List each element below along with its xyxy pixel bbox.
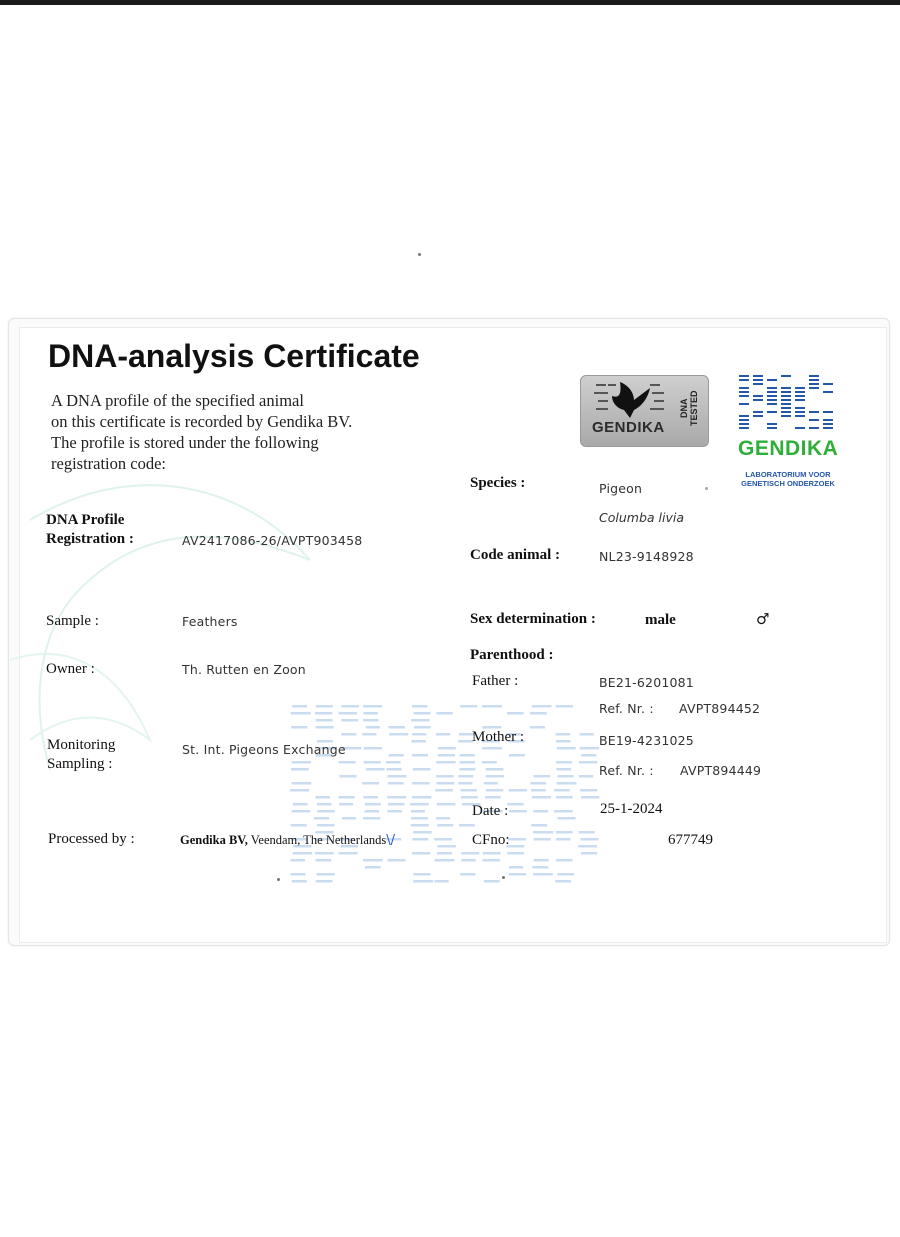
watermark-bar bbox=[460, 873, 475, 876]
watermark-bar bbox=[388, 810, 403, 813]
watermark-bar bbox=[364, 761, 381, 764]
watermark-bar bbox=[365, 866, 381, 869]
watermark-bar bbox=[507, 803, 523, 806]
watermark-bar bbox=[581, 796, 599, 799]
watermark-bar bbox=[413, 873, 430, 876]
logo-bar bbox=[781, 403, 791, 405]
watermark-bar bbox=[411, 817, 428, 820]
watermark-bar bbox=[339, 803, 353, 806]
watermark-bar bbox=[459, 824, 475, 827]
watermark-bar bbox=[558, 817, 576, 820]
watermark-bar bbox=[580, 789, 597, 792]
intro-paragraph bbox=[51, 390, 411, 474]
logo-bar bbox=[739, 375, 749, 377]
processed-value bbox=[180, 833, 395, 848]
watermark-bar bbox=[556, 761, 572, 764]
watermark-bar bbox=[292, 705, 307, 708]
watermark-bar bbox=[556, 796, 573, 799]
watermark-bar bbox=[482, 705, 502, 708]
watermark-bar bbox=[386, 768, 401, 771]
watermark-bar bbox=[339, 775, 356, 778]
watermark-bar bbox=[556, 740, 571, 743]
logo-bar bbox=[739, 423, 749, 425]
watermark-bar bbox=[412, 796, 431, 799]
watermark-bar bbox=[436, 817, 450, 820]
watermark-bar bbox=[339, 796, 355, 799]
logo-bar bbox=[767, 379, 777, 381]
watermark-bar bbox=[509, 873, 526, 876]
logo-bar bbox=[809, 387, 819, 389]
watermark-bar bbox=[339, 712, 358, 715]
watermark-bar bbox=[437, 824, 453, 827]
dna-profile-label-line: Registration : bbox=[46, 531, 134, 547]
watermark-bar bbox=[434, 838, 452, 841]
watermark-bar bbox=[507, 852, 524, 855]
logo-bar bbox=[753, 379, 763, 381]
watermark-bar bbox=[314, 817, 329, 820]
watermark-bar bbox=[438, 747, 456, 750]
watermark-bar bbox=[509, 810, 527, 813]
mother-label: Mother : bbox=[472, 729, 525, 745]
watermark-bar bbox=[581, 852, 597, 855]
watermark-bar bbox=[434, 880, 448, 883]
watermark-bar bbox=[485, 796, 501, 799]
scan-speck bbox=[418, 253, 421, 256]
watermark-bar bbox=[460, 754, 475, 757]
logo-bar bbox=[781, 375, 791, 377]
logo-bar bbox=[795, 387, 805, 389]
father-label: Father : bbox=[472, 673, 519, 689]
logo-bar bbox=[767, 395, 777, 397]
watermark-bar bbox=[436, 761, 455, 764]
gendika-logo-subtitle bbox=[738, 470, 838, 488]
date-label: Date : bbox=[472, 803, 509, 819]
logo-bar bbox=[809, 419, 819, 421]
watermark-bar bbox=[461, 859, 475, 862]
watermark-bar bbox=[436, 733, 450, 736]
logo-bar bbox=[809, 383, 819, 385]
scan-speck bbox=[705, 487, 708, 490]
owner-value: Th. Rutten en Zoon bbox=[182, 662, 306, 677]
sample-label: Sample : bbox=[46, 613, 99, 629]
father-ref-label: Ref. Nr. : bbox=[599, 701, 654, 716]
logo-bar bbox=[795, 407, 805, 409]
watermark-bar bbox=[292, 880, 307, 883]
watermark-bar bbox=[388, 782, 404, 785]
dna-profile-label-line: DNA Profile bbox=[46, 512, 125, 528]
watermark-bar bbox=[482, 859, 499, 862]
intro-line: The profile is stored under the following bbox=[51, 433, 319, 452]
watermark-bar bbox=[365, 810, 380, 813]
watermark-bar bbox=[386, 761, 400, 764]
watermark-bar bbox=[412, 705, 427, 708]
watermark-bar bbox=[413, 880, 433, 883]
watermark-bar bbox=[507, 712, 524, 715]
watermark-bar bbox=[484, 880, 500, 883]
watermark-bar bbox=[341, 719, 358, 722]
watermark-bar bbox=[412, 782, 429, 785]
watermark-bar bbox=[533, 810, 548, 813]
watermark-bar bbox=[317, 873, 335, 876]
watermark-bar bbox=[484, 782, 498, 785]
watermark-bar bbox=[580, 747, 599, 750]
watermark-bar bbox=[389, 754, 404, 757]
logo-bar bbox=[753, 399, 763, 401]
watermark-bar bbox=[363, 796, 378, 799]
logo-bar bbox=[781, 411, 791, 413]
watermark-bar bbox=[532, 796, 551, 799]
logo-bar bbox=[767, 411, 777, 413]
watermark-bar bbox=[316, 705, 333, 708]
logo-bar bbox=[781, 395, 791, 397]
watermark-bar bbox=[531, 824, 547, 827]
dna-bars-watermark bbox=[290, 705, 610, 895]
watermark-bar bbox=[460, 761, 475, 764]
logo-bar bbox=[781, 399, 791, 401]
intro-line: A DNA profile of the specified animal bbox=[51, 391, 304, 410]
watermark-bar bbox=[436, 712, 452, 715]
watermark-bar bbox=[413, 831, 432, 834]
watermark-bar bbox=[581, 838, 599, 841]
watermark-bar bbox=[556, 859, 572, 862]
watermark-bar bbox=[364, 747, 382, 750]
handwritten-tick: \/ bbox=[386, 833, 396, 848]
logo-bar bbox=[739, 395, 749, 397]
logo-bar bbox=[739, 391, 749, 393]
watermark-bar bbox=[459, 768, 475, 771]
watermark-bar bbox=[316, 726, 334, 729]
date-value: 25-1-2024 bbox=[600, 801, 663, 817]
logo-subtitle-line: GENETISCH ONDERZOEK bbox=[741, 479, 835, 488]
cfno-label: CFno: bbox=[472, 832, 510, 848]
logo-bar bbox=[809, 375, 819, 377]
dna-registration-value: AV2417086-26/AVPT903458 bbox=[182, 533, 363, 548]
cfno-value: 677749 bbox=[668, 832, 713, 848]
watermark-bar bbox=[555, 880, 571, 883]
logo-bar bbox=[823, 427, 833, 429]
watermark-bar bbox=[388, 859, 406, 862]
watermark-bar bbox=[438, 754, 455, 757]
watermark-bar bbox=[557, 747, 576, 750]
watermark-bar bbox=[461, 789, 477, 792]
watermark-bar bbox=[363, 705, 382, 708]
mother-ref-value: AVPT894449 bbox=[680, 763, 762, 778]
watermark-bar bbox=[532, 866, 548, 869]
sample-value: Feathers bbox=[182, 614, 238, 629]
watermark-bar bbox=[315, 712, 332, 715]
watermark-bar bbox=[366, 768, 385, 771]
logo-bar bbox=[767, 423, 777, 425]
watermark-bar bbox=[557, 782, 577, 785]
dna-profile-label bbox=[46, 511, 134, 549]
watermark-bar bbox=[580, 733, 594, 736]
watermark-bar bbox=[579, 831, 595, 834]
watermark-bar bbox=[315, 852, 334, 855]
logo-bar bbox=[739, 379, 749, 381]
logo-bar bbox=[781, 387, 791, 389]
watermark-bar bbox=[509, 866, 523, 869]
watermark-bar bbox=[437, 852, 452, 855]
watermark-bar bbox=[389, 733, 408, 736]
monitoring-value: St. Int. Pigeons Exchange bbox=[182, 742, 346, 757]
watermark-bar bbox=[362, 782, 379, 785]
watermark-bar bbox=[460, 705, 477, 708]
watermark-bar bbox=[342, 817, 356, 820]
logo-bar bbox=[795, 391, 805, 393]
watermark-bar bbox=[509, 754, 525, 757]
watermark-bar bbox=[411, 740, 425, 743]
watermark-bar bbox=[291, 782, 311, 785]
watermark-bar bbox=[435, 789, 453, 792]
logo-bar bbox=[739, 415, 749, 417]
watermark-bar bbox=[435, 859, 455, 862]
logo-bar bbox=[739, 419, 749, 421]
watermark-bar bbox=[315, 796, 329, 799]
watermark-bar bbox=[530, 782, 546, 785]
watermark-bar bbox=[290, 859, 305, 862]
watermark-bar bbox=[362, 733, 376, 736]
logo-bar bbox=[795, 395, 805, 397]
watermark-bar bbox=[291, 824, 307, 827]
watermark-bar bbox=[534, 859, 549, 862]
mother-value: BE19-4231025 bbox=[599, 733, 694, 748]
watermark-bar bbox=[554, 810, 572, 813]
scan-speck bbox=[502, 876, 505, 879]
watermark-bar bbox=[461, 796, 478, 799]
logo-bar bbox=[823, 391, 833, 393]
watermark-bar bbox=[486, 789, 504, 792]
logo-bar bbox=[823, 423, 833, 425]
logo-bar bbox=[823, 383, 833, 385]
watermark-bar bbox=[412, 754, 428, 757]
watermark-bar bbox=[292, 810, 311, 813]
intro-line: on this certificate is recorded by Gendika BV. bbox=[51, 412, 353, 431]
intro-line: registration code: bbox=[51, 454, 167, 473]
parenthood-label: Parenthood : bbox=[470, 647, 554, 663]
watermark-bar bbox=[388, 726, 405, 729]
watermark-bar bbox=[414, 712, 431, 715]
mother-ref-label: Ref. Nr. : bbox=[599, 763, 654, 778]
sex-value: male bbox=[645, 612, 676, 628]
watermark-bar bbox=[483, 852, 501, 855]
watermark-bar bbox=[411, 719, 430, 722]
watermark-bar bbox=[411, 824, 429, 827]
scan-top-edge bbox=[0, 0, 900, 5]
watermark-bar bbox=[316, 880, 333, 883]
watermark-bar bbox=[316, 859, 332, 862]
logo-bar bbox=[823, 419, 833, 421]
species-latin-value: Columba livia bbox=[599, 510, 684, 525]
watermark-bar bbox=[339, 761, 356, 764]
father-value: BE21-6201081 bbox=[599, 675, 694, 690]
logo-bar bbox=[795, 411, 805, 413]
watermark-bar bbox=[412, 838, 428, 841]
watermark-bar bbox=[458, 775, 473, 778]
watermark-bar bbox=[486, 768, 504, 771]
watermark-bar bbox=[291, 768, 309, 771]
logo-bar bbox=[809, 379, 819, 381]
watermark-bar bbox=[317, 803, 331, 806]
logo-bar bbox=[767, 403, 777, 405]
watermark-bar bbox=[533, 775, 550, 778]
certificate-title: DNA-analysis Certificate bbox=[48, 338, 420, 374]
watermark-bar bbox=[554, 789, 570, 792]
logo-bar bbox=[739, 387, 749, 389]
monitoring-label-line: Sampling : bbox=[47, 756, 113, 772]
watermark-bar bbox=[363, 719, 378, 722]
watermark-bar bbox=[363, 817, 380, 820]
father-ref-value: AVPT894452 bbox=[679, 701, 761, 716]
watermark-bar bbox=[458, 782, 472, 785]
watermark-bar bbox=[291, 712, 311, 715]
watermark-bar bbox=[534, 838, 551, 841]
logo-bar bbox=[753, 415, 763, 417]
logo-bar bbox=[767, 387, 777, 389]
logo-bar bbox=[809, 411, 819, 413]
watermark-bar bbox=[556, 831, 573, 834]
logo-bar bbox=[809, 427, 819, 429]
badge-brand: GENDIKA bbox=[592, 419, 665, 436]
watermark-bar bbox=[581, 754, 596, 757]
watermark-bar bbox=[558, 775, 574, 778]
watermark-bar bbox=[556, 838, 570, 841]
logo-bar bbox=[781, 391, 791, 393]
watermark-bar bbox=[293, 803, 308, 806]
watermark-bar bbox=[387, 796, 406, 799]
male-symbol-icon: ♂ bbox=[756, 610, 770, 628]
watermark-bar bbox=[556, 705, 573, 708]
logo-bar bbox=[795, 415, 805, 417]
watermark-bar bbox=[557, 873, 574, 876]
gendika-logo-word: GENDIKA bbox=[738, 437, 839, 460]
logo-bar bbox=[753, 375, 763, 377]
processed-company: Gendika BV, bbox=[180, 833, 248, 847]
logo-bar bbox=[739, 403, 749, 405]
watermark-bar bbox=[410, 803, 429, 806]
watermark-bar bbox=[388, 775, 407, 778]
watermark-bar bbox=[342, 705, 360, 708]
watermark-bar bbox=[532, 705, 552, 708]
watermark-bar bbox=[291, 873, 306, 876]
watermark-bar bbox=[436, 775, 454, 778]
watermark-bar bbox=[292, 761, 311, 764]
watermark-bar bbox=[530, 712, 546, 715]
watermark-bar bbox=[293, 852, 313, 855]
species-label: Species : bbox=[470, 475, 526, 491]
watermark-bar bbox=[412, 733, 426, 736]
watermark-bar bbox=[363, 859, 383, 862]
monitoring-label-line: Monitoring bbox=[47, 737, 116, 753]
watermark-bar bbox=[290, 789, 309, 792]
watermark-bar bbox=[366, 726, 380, 729]
logo-bar bbox=[795, 399, 805, 401]
watermark-bar bbox=[533, 831, 553, 834]
watermark-bar bbox=[579, 761, 597, 764]
watermark-bar bbox=[508, 838, 526, 841]
watermark-bar bbox=[414, 726, 431, 729]
code-animal-value: NL23-9148928 bbox=[599, 549, 694, 564]
watermark-bar bbox=[363, 712, 377, 715]
watermark-bar bbox=[556, 768, 571, 771]
watermark-bar bbox=[317, 810, 334, 813]
watermark-bar bbox=[316, 719, 333, 722]
monitoring-label bbox=[47, 736, 115, 774]
watermark-bar bbox=[388, 803, 405, 806]
watermark-bar bbox=[437, 803, 456, 806]
watermark-bar bbox=[411, 810, 425, 813]
logo-bar bbox=[767, 391, 777, 393]
watermark-bar bbox=[579, 775, 593, 778]
watermark-bar bbox=[291, 726, 307, 729]
watermark-bar bbox=[482, 761, 497, 764]
watermark-bar bbox=[461, 852, 479, 855]
processed-location: Veendam, The Netherlands bbox=[247, 833, 387, 847]
watermark-bar bbox=[436, 782, 454, 785]
watermark-bar bbox=[413, 768, 431, 771]
logo-bar bbox=[767, 427, 777, 429]
logo-bar bbox=[753, 395, 763, 397]
watermark-bar bbox=[578, 845, 597, 848]
sex-determination-label: Sex determination : bbox=[470, 611, 596, 627]
logo-bar bbox=[823, 411, 833, 413]
scan-speck bbox=[277, 878, 280, 881]
badge-side-text: DNA TESTED bbox=[679, 390, 699, 426]
watermark-bar bbox=[556, 733, 571, 736]
logo-bar bbox=[781, 407, 791, 409]
code-animal-label: Code animal : bbox=[470, 547, 560, 563]
logo-bar bbox=[795, 427, 805, 429]
logo-subtitle-line: LABORATORIUM VOOR bbox=[745, 470, 831, 479]
watermark-bar bbox=[530, 726, 545, 729]
watermark-bar bbox=[338, 852, 357, 855]
watermark-bar bbox=[531, 789, 546, 792]
gendika-logo-icon bbox=[738, 375, 838, 433]
pigeon-icon bbox=[590, 378, 678, 420]
logo-bar bbox=[753, 411, 763, 413]
logo-bar bbox=[739, 427, 749, 429]
watermark-bar bbox=[486, 775, 505, 778]
watermark-bar bbox=[412, 852, 430, 855]
watermark-bar bbox=[482, 747, 502, 750]
watermark-bar bbox=[341, 733, 356, 736]
logo-bar bbox=[781, 415, 791, 417]
watermark-bar bbox=[437, 845, 455, 848]
logo-bar bbox=[767, 399, 777, 401]
watermark-bar bbox=[317, 824, 334, 827]
watermark-bar bbox=[365, 803, 381, 806]
watermark-bar bbox=[533, 873, 553, 876]
watermark-bar bbox=[509, 789, 527, 792]
logo-bar bbox=[753, 383, 763, 385]
species-value: Pigeon bbox=[599, 481, 643, 496]
owner-label: Owner : bbox=[46, 661, 95, 677]
processed-label: Processed by : bbox=[48, 831, 135, 847]
